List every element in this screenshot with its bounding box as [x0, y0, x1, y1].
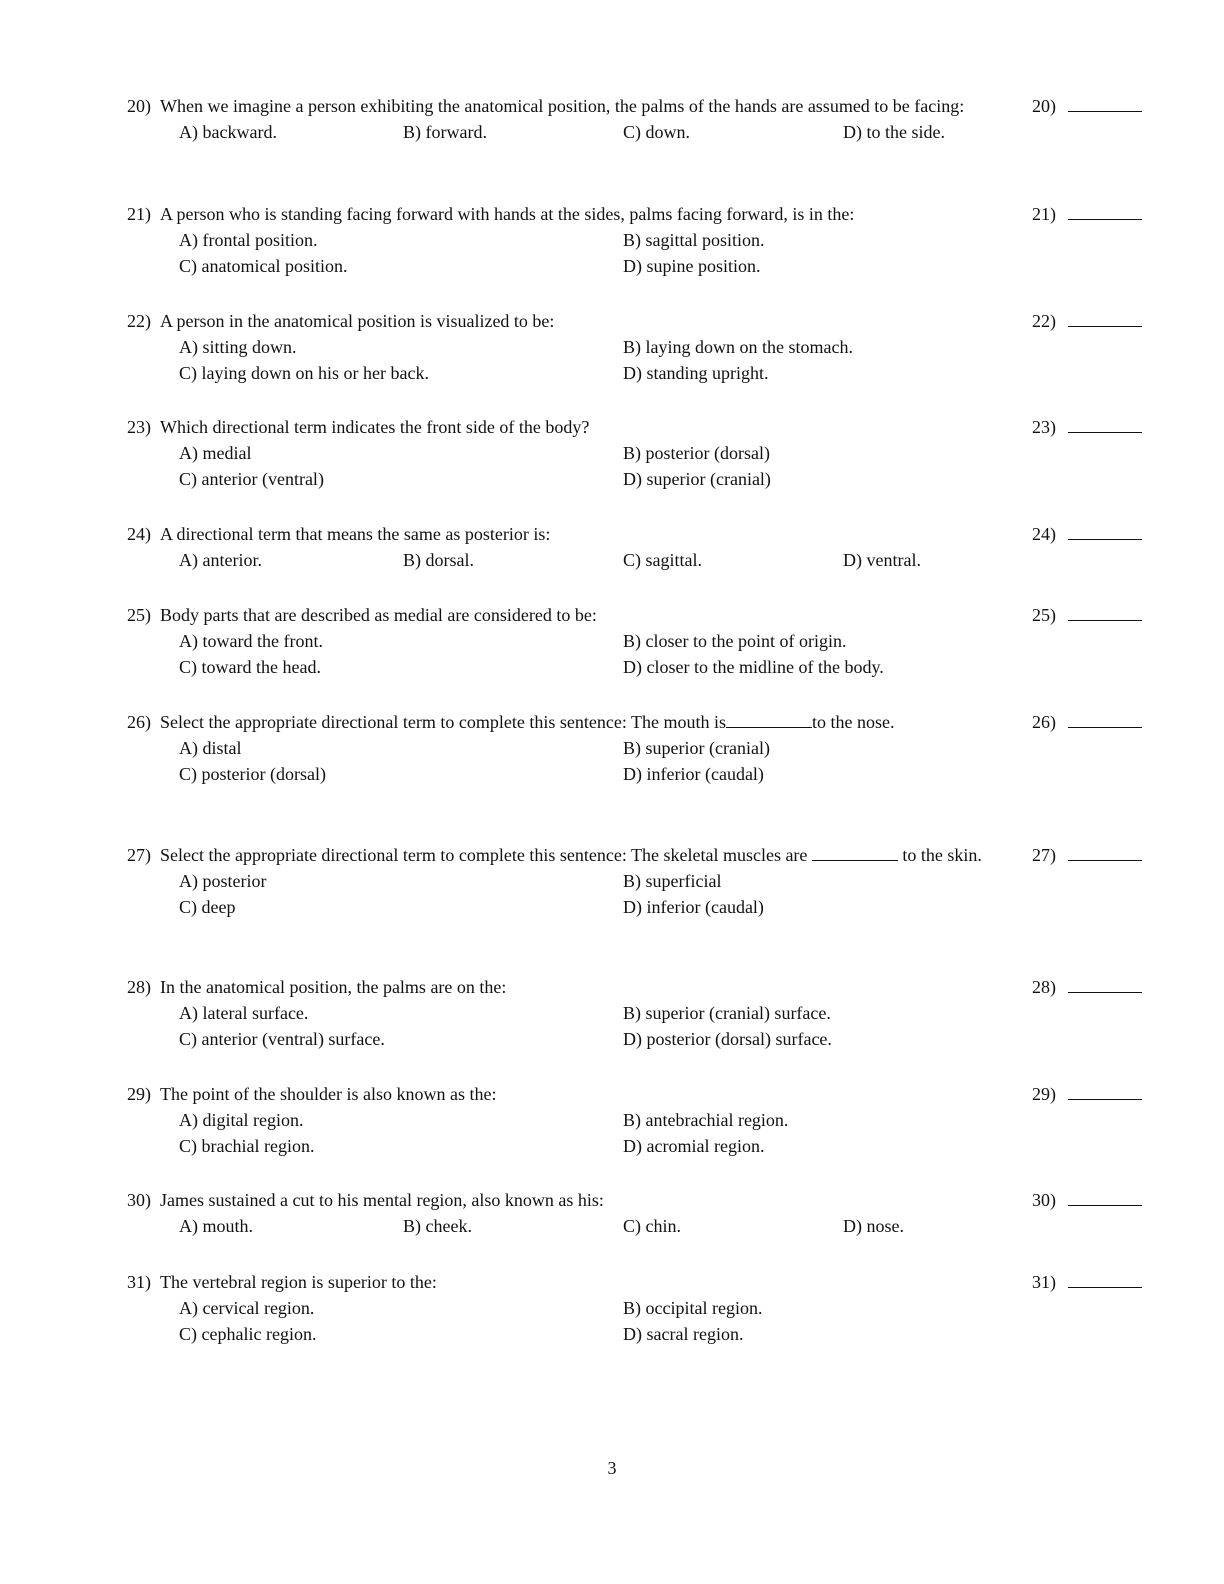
question-text-before: Select the appropriate directional term to complete this sentence: The skeletal muscles are [160, 845, 808, 865]
option-a: A) distal [179, 738, 242, 758]
fill-in-blank [812, 844, 898, 861]
answer-blank[interactable] [1068, 95, 1142, 112]
answer-slot [1032, 521, 1142, 547]
option-d: D) superior (cranial) [623, 469, 771, 489]
option-c: C) laying down on his or her back. [179, 363, 429, 383]
question-number: 28) [127, 977, 151, 997]
option-c: C) anterior (ventral) surface. [179, 1029, 385, 1049]
answer-slot [1032, 308, 1142, 334]
question-24 [127, 521, 1147, 573]
question-number: 30) [127, 1190, 151, 1210]
answer-blank[interactable] [1068, 604, 1142, 621]
option-d: D) supine position. [623, 256, 761, 276]
option-b: B) superior (cranial) surface. [623, 1003, 831, 1023]
option-b: B) superior (cranial) [623, 738, 770, 758]
option-d: D) inferior (caudal) [623, 764, 764, 784]
answer-blank[interactable] [1068, 203, 1142, 220]
answer-label: 27) [1032, 845, 1056, 865]
option-a: A) anterior. [179, 550, 262, 570]
answer-label: 28) [1032, 977, 1056, 997]
question-text-before: Select the appropriate directional term to complete this sentence: The mouth is [160, 712, 726, 732]
question-25 [127, 602, 1147, 680]
question-21 [127, 201, 1147, 279]
question-text [160, 842, 1002, 868]
option-b: B) cheek. [403, 1216, 472, 1236]
question-31 [127, 1269, 1147, 1347]
answer-slot [1032, 93, 1142, 119]
option-b: B) forward. [403, 122, 487, 142]
option-b: B) laying down on the stomach. [623, 337, 853, 357]
answer-slot [1032, 1269, 1142, 1295]
option-c: C) toward the head. [179, 657, 321, 677]
answer-slot [1032, 414, 1142, 440]
answer-label: 29) [1032, 1084, 1056, 1104]
question-number: 22) [127, 311, 151, 331]
answer-slot [1032, 201, 1142, 227]
question-26 [127, 709, 1147, 787]
option-d: D) posterior (dorsal) surface. [623, 1029, 832, 1049]
option-b: B) posterior (dorsal) [623, 443, 770, 463]
question-28 [127, 974, 1147, 1052]
option-a: A) sitting down. [179, 337, 297, 357]
answer-slot [1032, 709, 1142, 735]
option-a: A) cervical region. [179, 1298, 315, 1318]
option-d: D) standing upright. [623, 363, 769, 383]
option-d: D) to the side. [843, 122, 945, 142]
option-b: B) superficial [623, 871, 722, 891]
question-text: The point of the shoulder is also known as the: [160, 1084, 497, 1104]
question-text: A person who is standing facing forward with hands at the sides, palms facing forward, is in the: [160, 204, 855, 224]
question-number: 24) [127, 524, 151, 544]
answer-label: 31) [1032, 1272, 1056, 1292]
answer-label: 30) [1032, 1190, 1056, 1210]
option-a: A) frontal position. [179, 230, 318, 250]
option-a: A) lateral surface. [179, 1003, 309, 1023]
answer-blank[interactable] [1068, 523, 1142, 540]
question-29 [127, 1081, 1147, 1159]
option-d: D) ventral. [843, 550, 921, 570]
question-text [160, 709, 1002, 735]
option-a: A) backward. [179, 122, 277, 142]
answer-label: 23) [1032, 417, 1056, 437]
option-a: A) medial [179, 443, 252, 463]
option-c: C) brachial region. [179, 1136, 315, 1156]
answer-slot [1032, 1187, 1142, 1213]
answer-blank[interactable] [1068, 844, 1142, 861]
option-a: A) posterior [179, 871, 267, 891]
question-23 [127, 414, 1147, 492]
question-text: Which directional term indicates the front side of the body? [160, 417, 590, 437]
answer-blank[interactable] [1068, 416, 1142, 433]
page-number: 3 [607, 1458, 617, 1478]
question-text: Body parts that are described as medial are considered to be: [160, 605, 597, 625]
answer-label: 26) [1032, 712, 1056, 732]
option-d: D) sacral region. [623, 1324, 744, 1344]
answer-slot [1032, 1081, 1142, 1107]
question-number: 23) [127, 417, 151, 437]
option-b: B) sagittal position. [623, 230, 765, 250]
option-a: A) toward the front. [179, 631, 323, 651]
answer-slot [1032, 974, 1142, 1000]
question-30 [127, 1187, 1147, 1239]
answer-slot [1032, 842, 1142, 868]
option-c: C) deep [179, 897, 236, 917]
option-b: B) occipital region. [623, 1298, 763, 1318]
question-number: 20) [127, 96, 151, 116]
option-c: C) anterior (ventral) [179, 469, 324, 489]
question-number: 25) [127, 605, 151, 625]
question-text: A person in the anatomical position is visualized to be: [160, 311, 555, 331]
option-c: C) anatomical position. [179, 256, 348, 276]
question-text: In the anatomical position, the palms are on the: [160, 977, 507, 997]
question-number: 31) [127, 1272, 151, 1292]
answer-label: 25) [1032, 605, 1056, 625]
question-text-after: to the skin. [902, 845, 982, 865]
question-number: 21) [127, 204, 151, 224]
option-b: B) dorsal. [403, 550, 474, 570]
answer-blank[interactable] [1068, 1083, 1142, 1100]
answer-blank[interactable] [1068, 711, 1142, 728]
answer-label: 21) [1032, 204, 1056, 224]
option-c: C) chin. [623, 1216, 681, 1236]
answer-slot [1032, 602, 1142, 628]
question-number: 27) [127, 845, 151, 865]
answer-blank[interactable] [1068, 1189, 1142, 1206]
answer-blank[interactable] [1068, 976, 1142, 993]
question-text: James sustained a cut to his mental region, also known as his: [160, 1190, 604, 1210]
question-number: 26) [127, 712, 151, 732]
question-number: 29) [127, 1084, 151, 1104]
answer-blank[interactable] [1068, 1271, 1142, 1288]
answer-label: 24) [1032, 524, 1056, 544]
option-a: A) mouth. [179, 1216, 253, 1236]
option-d: D) acromial region. [623, 1136, 765, 1156]
question-20 [127, 93, 1147, 145]
option-d: D) inferior (caudal) [623, 897, 764, 917]
question-text-after: to the nose. [812, 712, 895, 732]
option-b: B) antebrachial region. [623, 1110, 789, 1130]
question-22 [127, 308, 1147, 386]
answer-label: 22) [1032, 311, 1056, 331]
option-c: C) cephalic region. [179, 1324, 317, 1344]
question-27 [127, 842, 1147, 920]
option-c: C) sagittal. [623, 550, 702, 570]
option-b: B) closer to the point of origin. [623, 631, 847, 651]
option-d: D) closer to the midline of the body. [623, 657, 884, 677]
fill-in-blank [726, 711, 812, 728]
option-a: A) digital region. [179, 1110, 304, 1130]
question-text: When we imagine a person exhibiting the anatomical position, the palms of the hands are assumed to be facing: [160, 96, 965, 116]
question-text: A directional term that means the same as posterior is: [160, 524, 551, 544]
option-d: D) nose. [843, 1216, 904, 1236]
option-c: C) posterior (dorsal) [179, 764, 326, 784]
option-c: C) down. [623, 122, 690, 142]
answer-blank[interactable] [1068, 310, 1142, 327]
question-text: The vertebral region is superior to the: [160, 1272, 437, 1292]
answer-label: 20) [1032, 96, 1056, 116]
